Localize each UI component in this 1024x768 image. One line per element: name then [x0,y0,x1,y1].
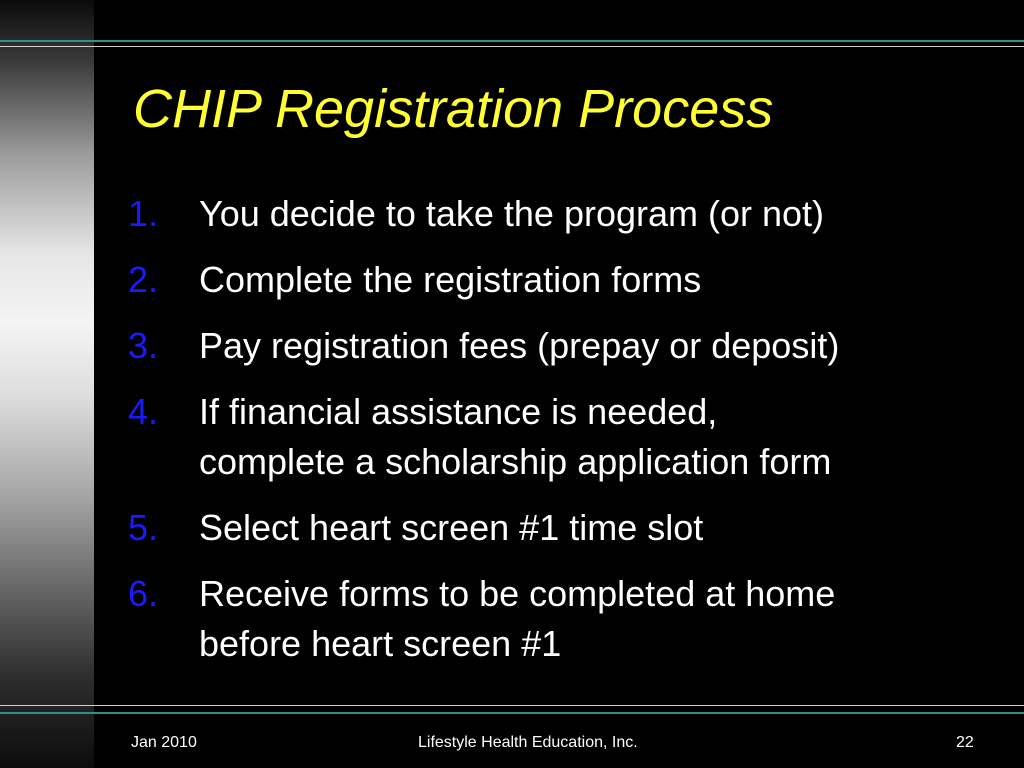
footer-organization: Lifestyle Health Education, Inc. [418,734,638,751]
step-item [128,503,1018,553]
slide-title: CHIP Registration Process [133,79,774,139]
step-number: 4. [128,391,159,432]
top-white-rule [0,46,1024,47]
bottom-white-rule [0,705,1024,706]
left-gradient-bar [0,0,94,768]
step-text: If financial assistance is needed, complete a scholarship application form [199,391,832,482]
registration-steps-list [128,189,1018,685]
step-number: 5. [128,507,159,548]
step-text: You decide to take the program (or not) [199,193,825,234]
step-item [128,189,1018,239]
footer-date: Jan 2010 [131,734,197,751]
step-text: Complete the registration forms [199,259,702,300]
step-text: Receive forms to be completed at home before heart screen #1 [199,573,836,664]
step-number: 2. [128,259,159,300]
step-number: 1. [128,193,159,234]
bottom-teal-rule [0,712,1024,714]
step-item [128,255,1018,305]
step-number: 3. [128,325,159,366]
step-item [128,569,1018,669]
step-number: 6. [128,573,159,614]
top-teal-rule [0,40,1024,42]
step-text: Pay registration fees (prepay or deposit) [199,325,840,366]
step-item [128,387,1018,487]
slide-page-number: 22 [956,734,974,751]
step-text: Select heart screen #1 time slot [199,507,704,548]
step-item [128,321,1018,371]
